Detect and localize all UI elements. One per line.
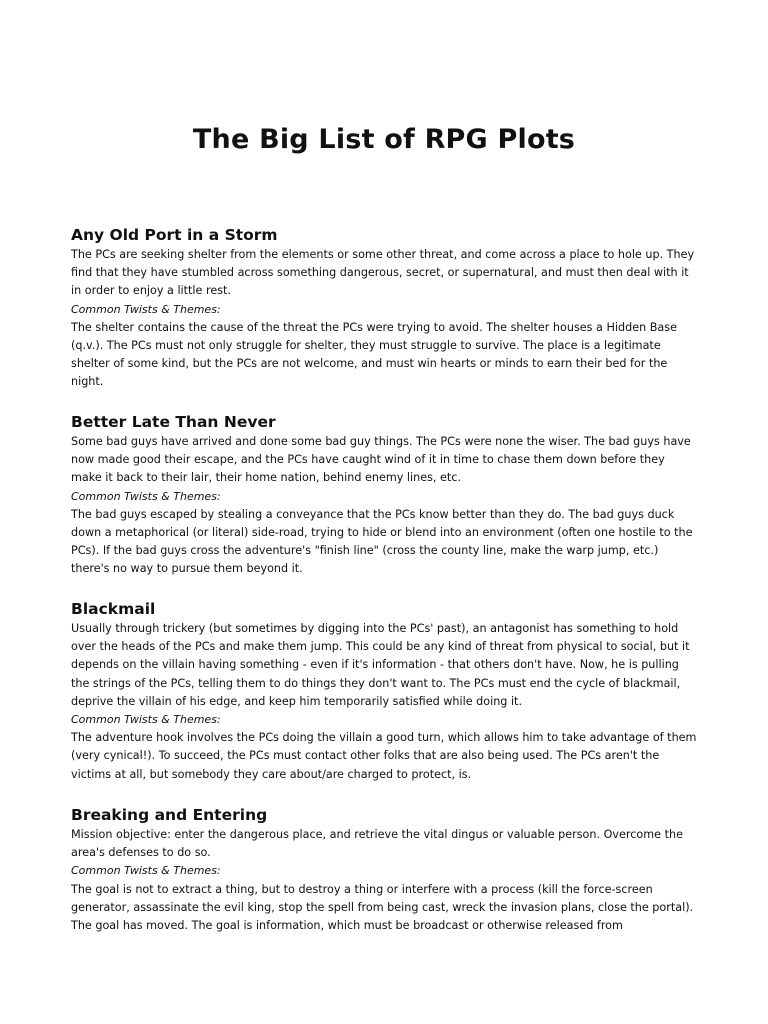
twists-body: The shelter contains the cause of the threat the PCs were trying to avoid. The shelter houses a Hidden Base (q.v.). The PCs must not only struggle for shelter, they must struggle to survive. The place is a legitimate shelter of some kind, but the PCs are not welcome, and must win hearts or minds to earn their bed for the night. — [71, 320, 677, 389]
section-heading: Better Late Than Never — [71, 413, 276, 431]
plot-section — [71, 598, 699, 784]
section-body: Mission objective: enter the dangerous place, and retrieve the vital dingus or valuable person. Overcome the area's defenses to do so. — [71, 828, 683, 860]
twists-label: Common Twists & Themes: — [71, 864, 221, 878]
document-title: The Big List of RPG Plots — [192, 124, 576, 155]
twists-label: Common Twists & Themes: — [71, 302, 221, 316]
section-body: The PCs are seeking shelter from the elements or some other threat, and come across a place to hole up. They find that they have stumbled across something dangerous, secret, or supernatural, and must then deal with it in order to enjoy a little rest. — [71, 248, 695, 298]
section-heading: Any Old Port in a Storm — [71, 226, 278, 244]
plot-section — [71, 804, 699, 935]
section-body: Usually through trickery (but sometimes by digging into the PCs' past), an antagonist has something to hold over the heads of the PCs and make them jump. This could be any kind of threat from physical to social, but it depends on the villain having something - even if it's information - that others don't have. Now, he is pulling the strings of the PCs, telling them to do things they don't want to. The PCs must end the cycle of blackmail, deprive the villain of his edge, and keep him temporarily satisfied while doing it. — [71, 622, 690, 708]
twists-body: The goal is not to extract a thing, but to destroy a thing or interfere with a process (kill the force-screen generator, assassinate the evil king, stop the spell from being cast, wreck the invasion plans, close the portal). The goal has moved. The goal is information, which must be broadcast or otherwise released from — [71, 882, 694, 933]
section-heading: Blackmail — [71, 600, 156, 618]
twists-body: The adventure hook involves the PCs doing the villain a good turn, which allows him to take advantage of them (very cynical!). To succeed, the PCs must contact other folks that are also being used. The PCs aren't the victims at all, but somebody they care about/are charged to protect, is. — [71, 731, 697, 781]
twists-label: Common Twists & Themes: — [71, 713, 221, 727]
plot-section — [71, 411, 699, 579]
twists-label: Common Twists & Themes: — [71, 489, 221, 503]
plot-section — [71, 224, 699, 392]
section-heading: Breaking and Entering — [71, 806, 268, 824]
section-body: Some bad guys have arrived and done some bad guy things. The PCs were none the wiser. The bad guys have now made good their escape, and the PCs have caught wind of it in time to chase them down before they make it back to their lair, their home nation, behind enemy lines, etc. — [71, 435, 691, 485]
twists-body: The bad guys escaped by stealing a conveyance that the PCs know better than they do. The bad guys duck down a metaphorical (or literal) side-road, trying to hide or blend into an environment (often one hostile to the PCs). If the bad guys cross the adventure's "finish line" (cross the county line, make the warp jump, etc.) there's no way to pursue them beyond it. — [71, 507, 693, 576]
